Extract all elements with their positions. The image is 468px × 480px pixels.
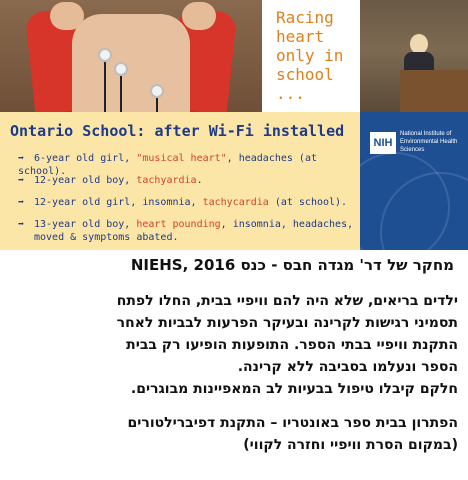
electrode: [150, 84, 164, 98]
electrode-wire: [156, 98, 158, 112]
speaker-head: [410, 34, 428, 54]
arrow-icon: ➡: [18, 175, 25, 186]
electrode: [114, 62, 128, 76]
nih-banner: [360, 112, 468, 250]
case-item: ➡ 12-year old boy, tachyardia.: [18, 175, 203, 186]
text-line: התקנת וויפיי בבתי הספר. התופעות הופיעו רק בבית: [126, 337, 458, 353]
electrode-wire: [120, 76, 122, 112]
slide-title-line: school: [276, 65, 334, 84]
slide-title-line: only in: [276, 46, 344, 65]
arrow-icon: ➡: [18, 219, 25, 230]
study-caption: מחקר של דר' מגדה חבס - כנס NIEHS, 2016: [130, 256, 454, 274]
hand-right: [182, 2, 216, 30]
case-item: ➡ 6-year old girl, "musical heart", headaches (at school).: [18, 153, 317, 177]
nih-logo: NIH: [370, 132, 396, 154]
case-item: ➡ 13-year old boy, heart pounding, insomnia, headaches, moved & symptoms abated.: [18, 219, 354, 243]
text-line: הפתרון בבית ספר באונטריו – התקנת דפיברילטורים: [127, 415, 458, 431]
slide-title-line: heart: [276, 27, 325, 46]
text-line: הספר ונעלמו בסביבה ללא קרינה.: [237, 359, 458, 375]
nih-institute-name: National Institute of Environmental Health Sciences: [400, 131, 458, 153]
text-line: ילדים בריאים, שלא היה להם וויפיי בבית, החלו לפתח: [116, 293, 458, 309]
electrode-wire: [104, 62, 106, 112]
slide-title-line: Racing: [276, 8, 334, 27]
slide-title-line: ...: [276, 84, 305, 103]
child-torso: [72, 14, 190, 112]
description-paragraph: [4, 290, 458, 400]
text-line: (במקום הסרת וויפיי וחזרה לקווי): [243, 437, 458, 453]
podium: [400, 70, 468, 112]
text-line: תסמיני רגישות לקרינה ובעיקר הפרעות לבביות לאחר: [116, 315, 458, 331]
speaker-photo: [360, 0, 468, 112]
box-title: Ontario School: after Wi-Fi installed: [10, 122, 345, 140]
child-photo: [0, 0, 262, 112]
arrow-icon: ➡: [18, 153, 25, 164]
hand-left: [50, 2, 84, 30]
arrow-icon: ➡: [18, 197, 25, 208]
text-line: חלקם קיבלו טיפול בבעיות לב המאפיינות מבוגרים.: [130, 381, 458, 397]
ontario-school-box: [0, 112, 360, 250]
solution-paragraph: [4, 412, 458, 456]
electrode: [98, 48, 112, 62]
racing-heart-text: [262, 0, 360, 112]
case-item: ➡ 12-year old girl, insomnia, tachycardia (at school).: [18, 197, 348, 208]
